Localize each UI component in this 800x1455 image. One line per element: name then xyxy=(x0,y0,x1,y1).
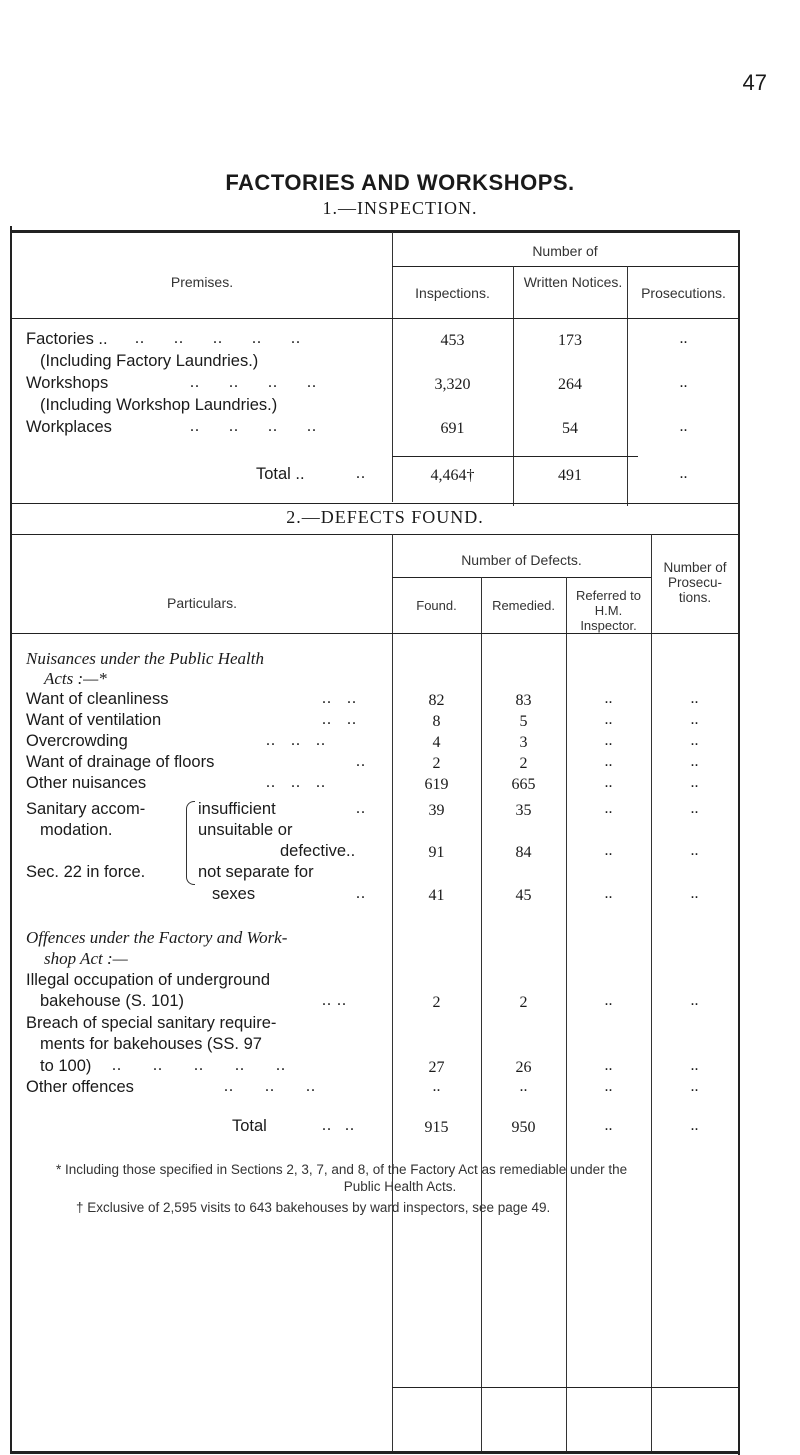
sanitary-unsuitable-prosecutions: .. xyxy=(690,842,699,859)
nuisance-row-dots: .. .. xyxy=(322,690,357,707)
header-remedied: Remedied. xyxy=(492,598,555,613)
row-workshops-label: Workshops xyxy=(26,374,109,392)
breach-label-b: ments for bakehouses (SS. 97 xyxy=(40,1035,262,1053)
sanitary-left-a: Sanitary accom- xyxy=(26,800,146,818)
header-found: Found. xyxy=(416,598,457,613)
footnote-star-a: * Including those specified in Sections 2, 3, 7, and 8, of the Factory Act as remediable under the xyxy=(56,1162,628,1177)
header-referred: Referred to H.M. Inspector. xyxy=(575,588,642,633)
nuisance-row-remedied: 3 xyxy=(519,734,528,751)
breach-label-a: Breach of special sanitary require- xyxy=(26,1014,277,1032)
nuisance-row-referred: .. xyxy=(604,732,613,749)
sanitary-insufficient-referred: .. xyxy=(604,800,613,817)
nuisance-row-referred: .. xyxy=(604,690,613,707)
row-factories-sub: (Including Factory Laundries.) xyxy=(40,352,259,370)
section2-heading: 2.—DEFECTS FOUND. xyxy=(286,507,484,527)
defects-total-referred: .. xyxy=(604,1117,613,1134)
sanitary-separate-remedied: 45 xyxy=(515,887,532,904)
sanitary-separate-prosecutions: .. xyxy=(690,885,699,902)
nuisance-row-label: Want of cleanliness xyxy=(26,690,169,708)
sanitary-separate-referred: .. xyxy=(604,885,613,902)
inspection-total-dots: .. xyxy=(356,465,366,482)
workplaces-prosecutions: .. xyxy=(679,418,688,435)
nuisance-row-found: 2 xyxy=(432,755,441,772)
breach-remedied: 26 xyxy=(515,1059,532,1076)
page-number: 47 xyxy=(742,70,767,95)
illegal-occupation-label-b: bakehouse (S. 101) xyxy=(40,992,185,1010)
breach-referred: .. xyxy=(604,1057,613,1074)
header-number-prosecutions: Number of Prosecu- tions. xyxy=(663,560,727,605)
defects-total-prosecutions: .. xyxy=(690,1117,699,1134)
sanitary-insufficient-label: insufficient xyxy=(198,800,276,818)
sanitary-unsuitable-label-a: unsuitable or xyxy=(198,821,293,839)
nuisance-row-label: Other nuisances xyxy=(26,774,147,792)
nuisance-row-prosecutions: .. xyxy=(690,774,699,791)
other-offences-referred: .. xyxy=(604,1078,613,1095)
sanitary-unsuitable-found: 91 xyxy=(428,844,445,861)
nuisance-row-dots: .. xyxy=(356,753,366,770)
workplaces-notices: 54 xyxy=(562,420,578,437)
sanitary-separate-label-b: sexes xyxy=(212,885,256,903)
workshops-prosecutions: .. xyxy=(679,374,688,391)
header-prosecutions: Prosecutions. xyxy=(641,285,726,301)
row-workplaces-label: Workplaces xyxy=(26,418,112,436)
group2-title-b: shop Act :— xyxy=(44,949,128,968)
total-inspections: 4,464† xyxy=(430,467,475,484)
row-workshops-sub: (Including Workshop Laundries.) xyxy=(40,396,278,414)
total-prosecutions: .. xyxy=(679,465,688,482)
sanitary-unsuitable-referred: .. xyxy=(604,842,613,859)
sanitary-left-c: Sec. 22 in force. xyxy=(26,863,146,881)
nuisance-row-remedied: 5 xyxy=(519,713,528,730)
factories-notices: 173 xyxy=(558,332,582,349)
nuisance-row-found: 82 xyxy=(428,692,445,709)
sanitary-insufficient-remedied: 35 xyxy=(515,802,532,819)
header-inspections: Inspections. xyxy=(415,285,490,301)
group2-title-a: Offences under the Factory and Work- xyxy=(26,928,288,947)
workplaces-inspections: 691 xyxy=(440,420,465,437)
defects-total-remedied: 950 xyxy=(511,1119,536,1136)
row-factories-label: Factories .. xyxy=(26,330,108,348)
illegal-occupation-found: 2 xyxy=(432,994,441,1011)
other-offences-remedied: .. xyxy=(519,1078,528,1095)
section1-heading: 1.—INSPECTION. xyxy=(322,198,478,218)
page-title: FACTORIES AND WORKSHOPS. xyxy=(225,170,575,195)
sanitary-insufficient-found: 39 xyxy=(428,802,445,819)
other-offences-label: Other offences xyxy=(26,1078,134,1096)
header-number-of-defects: Number of Defects. xyxy=(461,552,582,568)
defects-total-dots: .. .. xyxy=(322,1117,355,1134)
breach-label-c: to 100) xyxy=(40,1057,92,1075)
total-notices: 491 xyxy=(558,467,582,484)
sanitary-unsuitable-label-b: defective.. xyxy=(280,842,356,860)
illegal-occupation-dots: .. .. xyxy=(322,992,347,1009)
defects-total-label: Total xyxy=(232,1117,267,1135)
nuisance-row-label: Overcrowding xyxy=(26,732,128,750)
breach-prosecutions: .. xyxy=(690,1057,699,1074)
nuisance-row-found: 4 xyxy=(432,734,441,751)
nuisance-row-prosecutions: .. xyxy=(690,753,699,770)
workshops-notices: 264 xyxy=(558,376,582,393)
footnote-star-b: Public Health Acts. xyxy=(343,1179,457,1194)
nuisance-row-found: 619 xyxy=(424,776,449,793)
sanitary-separate-label-a: not separate for xyxy=(198,863,314,881)
nuisance-row-label: Want of ventilation xyxy=(26,711,162,729)
row-workshops-dots: .. .. .. .. xyxy=(190,374,317,391)
header-premises: Premises. xyxy=(170,274,234,290)
nuisance-row-remedied: 83 xyxy=(515,692,532,709)
workshops-inspections: 3,320 xyxy=(434,376,471,393)
factories-prosecutions: .. xyxy=(679,330,688,347)
nuisance-row-dots: .. .. .. xyxy=(266,732,326,749)
nuisance-row-prosecutions: .. xyxy=(690,732,699,749)
nuisance-row-dots: .. .. .. xyxy=(266,774,326,791)
nuisance-row-referred: .. xyxy=(604,753,613,770)
illegal-occupation-remedied: 2 xyxy=(519,994,528,1011)
nuisance-row-prosecutions: .. xyxy=(690,711,699,728)
sanitary-separate-found: 41 xyxy=(428,887,445,904)
other-offences-found: .. xyxy=(432,1078,441,1095)
sanitary-unsuitable-remedied: 84 xyxy=(515,844,532,861)
row-factories-dots: .. .. .. .. .. xyxy=(135,330,301,347)
factories-inspections: 453 xyxy=(440,332,465,349)
illegal-occupation-referred: .. xyxy=(604,992,613,1009)
breach-dots: .. .. .. .. .. xyxy=(112,1057,286,1074)
row-workplaces-dots: .. .. .. .. xyxy=(190,418,317,435)
group1-title-a: Nuisances under the Public Health xyxy=(26,649,264,668)
sanitary-separate-dots: .. xyxy=(356,885,366,902)
nuisance-row-referred: .. xyxy=(604,774,613,791)
nuisance-row-dots: .. .. xyxy=(322,711,357,728)
sanitary-insufficient-dots: .. xyxy=(356,800,366,817)
other-offences-prosecutions: .. xyxy=(690,1078,699,1095)
nuisance-row-remedied: 2 xyxy=(519,755,528,772)
other-offences-dots: .. .. .. xyxy=(224,1078,316,1095)
illegal-occupation-prosecutions: .. xyxy=(690,992,699,1009)
defects-total-found: 915 xyxy=(424,1119,449,1136)
footnote-dagger: † Exclusive of 2,595 visits to 643 bakehouses by ward inspectors, see page 49. xyxy=(76,1200,551,1215)
nuisance-row-found: 8 xyxy=(432,713,441,730)
sanitary-left-b: modation. xyxy=(40,821,113,839)
nuisance-row-referred: .. xyxy=(604,711,613,728)
nuisance-row-remedied: 665 xyxy=(511,776,536,793)
nuisance-row-prosecutions: .. xyxy=(690,690,699,707)
header-written-notices: Written Notices. xyxy=(523,274,623,290)
illegal-occupation-label-a: Illegal occupation of underground xyxy=(26,971,271,989)
header-particulars: Particulars. xyxy=(166,595,238,611)
inspection-total-label: Total .. xyxy=(256,465,305,483)
group1-title-b: Acts :—* xyxy=(44,669,107,688)
header-number-of: Number of xyxy=(532,243,598,259)
nuisance-row-label: Want of drainage of floors xyxy=(26,753,215,771)
breach-found: 27 xyxy=(428,1059,445,1076)
sanitary-insufficient-prosecutions: .. xyxy=(690,800,699,817)
sanitary-brace xyxy=(186,801,195,885)
